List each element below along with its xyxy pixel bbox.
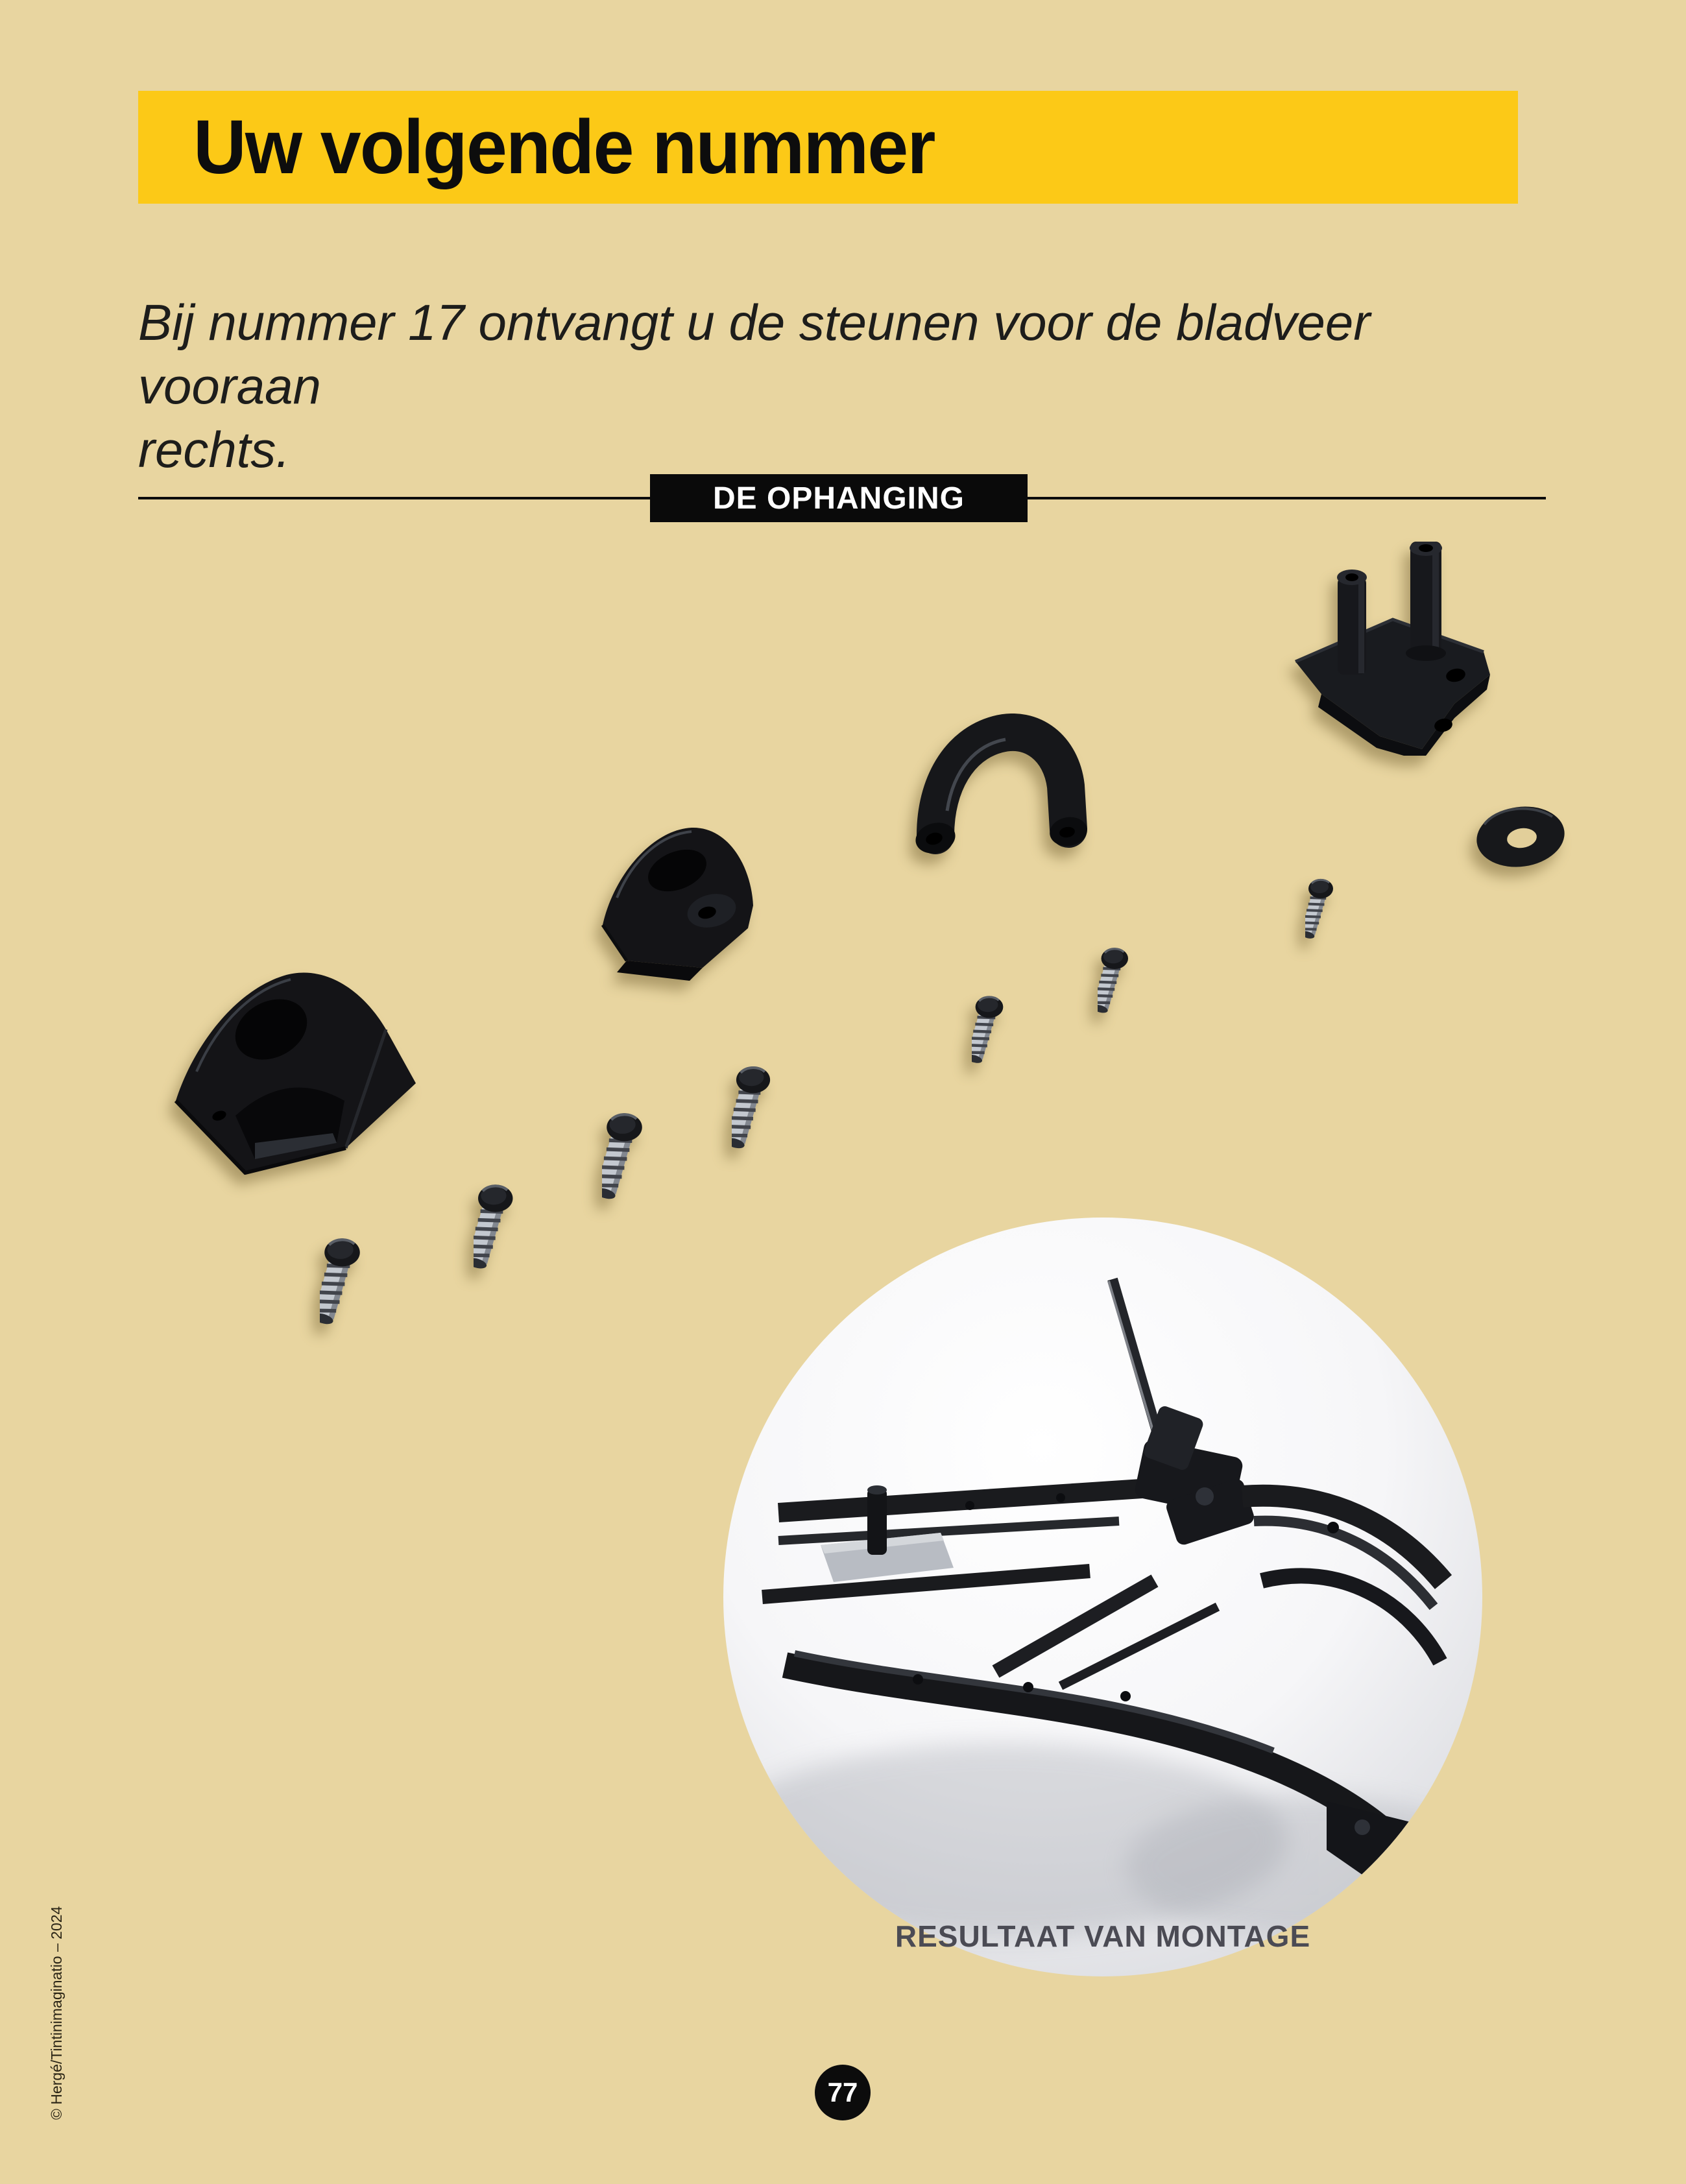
intro-line-1: Bij nummer 17 ontvangt u de steunen voor de bladveer vooraan: [138, 294, 1371, 414]
header-banner: [138, 91, 1518, 204]
support-bracket-small-icon: [591, 813, 764, 981]
section-title: DE OPHANGING: [712, 481, 965, 516]
screw-icon: [320, 1236, 379, 1338]
assembly-result-photo: [723, 1218, 1482, 1976]
page-number-badge: [815, 2065, 871, 2120]
inset-caption: RESULTAAT VAN MONTAGE: [895, 1919, 1311, 1953]
washer-icon: [1475, 805, 1567, 869]
support-bracket-large-icon: [158, 948, 422, 1175]
intro-paragraph: [138, 291, 1533, 481]
screw-icon: [732, 1064, 789, 1162]
u-clamp-icon: [908, 714, 1114, 870]
copyright-notice: © Hergé/Tintinimaginatio – 2024: [48, 1906, 65, 2120]
chassis-photo-illustration: [723, 1218, 1482, 1976]
intro-line-2: rechts.: [138, 421, 291, 478]
post-bracket-icon: [1260, 542, 1499, 756]
page-number: 77: [827, 2077, 858, 2107]
screw-icon: [1305, 877, 1347, 948]
screw-icon: [602, 1110, 662, 1213]
page-title: Uw volgende nummer: [193, 104, 935, 190]
screw-icon: [1098, 946, 1143, 1024]
section-divider-box: [650, 474, 1028, 522]
screw-icon: [474, 1182, 532, 1282]
screw-icon: [972, 994, 1018, 1074]
